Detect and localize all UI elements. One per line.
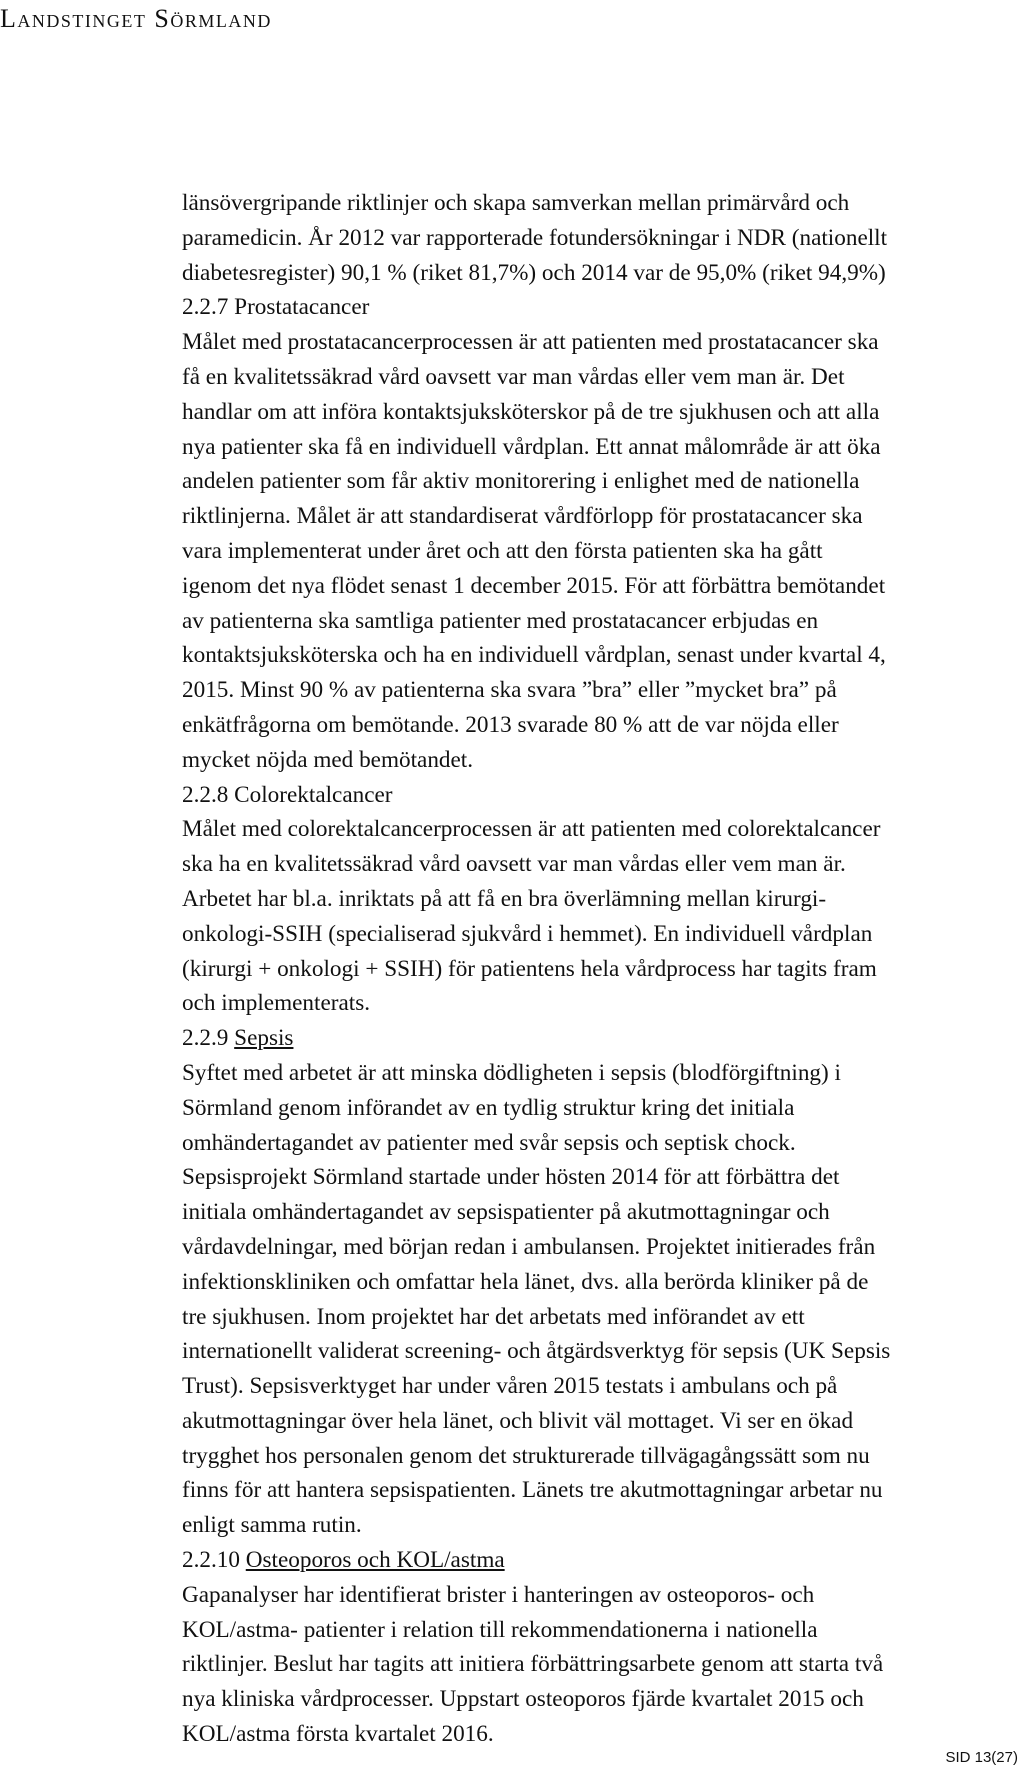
text-line [182,1265,1024,1300]
organization-header: Landstinget Sörmland [0,4,272,33]
line-text: (kirurgi + onkologi + SSIH) för patientens hela vårdprocess har tagits fram [182,955,877,982]
text-line [182,1300,1024,1335]
text-line [182,1056,1024,1091]
text-line [182,1508,1024,1543]
line-text: 2015. Minst 90 % av patienterna ska svara ”bra” eller ”mycket bra” på [182,677,837,704]
line-text: och implementerats. [182,990,371,1017]
text-line [182,186,1024,221]
line-text: Målet med prostatacancerprocessen är att patienten med prostatacancer ska [182,329,879,356]
line-text: trygghet hos personalen genom det strukturerade tillvägagångssätt som nu [182,1442,870,1469]
section-heading-underlined: Osteoporos och KOL/astma [245,1547,505,1574]
text-line [182,1195,1024,1230]
text-line [182,1439,1024,1474]
line-text: finns för att hantera sepsispatienten. Länets tre akutmottagningar arbetar nu [182,1477,883,1504]
line-text: handlar om att införa kontaktsjuksköterskor på de tre sjukhusen och att alla [182,398,880,425]
line-text: enkätfrågorna om bemötande. 2013 svarade 80 % att de var nöjda eller [182,711,839,738]
text-line [182,812,1024,847]
line-text: omhändertagandet av patienter med svår sepsis och septisk chock. [182,1129,796,1156]
line-text: KOL/astma första kvartalet 2016. [182,1721,494,1748]
line-text: nya patienter ska få en individuell vårdplan. Ett annat målområde är att öka [182,433,881,460]
line-text: ska ha en kvalitetssäkrad vård oavsett var man vårdas eller vem man är. [182,851,846,878]
line-text: av patienterna ska samtliga patienter med prostatacancer erbjudas en [182,607,819,634]
line-text: akutmottagningar över hela länet, och blivit väl mottaget. Vi ser en ökad [182,1407,854,1434]
line-text: länsövergripande riktlinjer och skapa samverkan mellan primärvård och [182,190,850,216]
line-text: Gapanalyser har identifierat brister i hanteringen av osteoporos- och [182,1581,815,1608]
text-line [182,290,1024,325]
text-line [182,569,1024,604]
text-line [182,534,1024,569]
text-line [182,604,1024,639]
text-line [182,882,1024,917]
text-line [182,1717,1024,1752]
line-text: vårdavdelningar, med början redan i ambulansen. Projektet initierades från [182,1233,876,1260]
line-text: infektionskliniken och omfattar hela länet, dvs. alla berörda kliniker på de [182,1268,869,1295]
line-text: enligt samma rutin. [182,1512,362,1539]
line-text: initiala omhändertagandet av sepsispatienter på akutmottagningar och [182,1199,830,1226]
line-text: Syftet med arbetet är att minska dödligheten i sepsis (blodförgiftning) i [182,1059,841,1086]
text-line [182,673,1024,708]
text-line [182,1543,1024,1578]
text-line [182,1160,1024,1195]
text-line [182,1021,1024,1056]
line-text: paramedicin. År 2012 var rapporterade fotundersökningar i NDR (nationellt [182,224,888,251]
line-text: 2.2.9 [182,1025,235,1052]
line-text: Arbetet har bl.a. inriktats på att få en bra överlämning mellan kirurgi- [182,885,827,912]
line-text: 2.2.8 Colorektalcancer [182,781,393,808]
line-text: nya kliniska vårdprocesser. Uppstart osteoporos fjärde kvartalet 2015 och [182,1686,864,1713]
line-text: 2.2.10 [182,1547,246,1574]
text-line [182,1404,1024,1439]
text-line [182,1091,1024,1126]
text-line [182,1126,1024,1161]
text-line [182,395,1024,430]
text-line [182,743,1024,778]
text-line [182,847,1024,882]
text-line [182,1647,1024,1682]
line-text: igenom det nya flödet senast 1 december 2015. För att förbättra bemötandet [182,572,886,599]
line-text: internationellt validerat screening- och åtgärdsverktyg för sepsis (UK Sepsis [182,1338,891,1365]
text-line [182,430,1024,465]
text-line [182,464,1024,499]
line-text: tre sjukhusen. Inom projektet har det arbetats med införandet av ett [182,1303,805,1330]
line-text: få en kvalitetssäkrad vård oavsett var man vårdas eller vem man är. Det [182,363,845,390]
page-number: SID 13(27) [945,1749,1018,1766]
line-text: Sörmland genom införandet av en tydlig struktur kring det initiala [182,1094,795,1121]
text-line [182,638,1024,673]
line-text: KOL/astma- patienter i relation till rekommendationerna i nationella [182,1616,818,1643]
text-line [182,952,1024,987]
line-text: vara implementerat under året och att den första patienten ska ha gått [182,537,823,564]
text-line [182,499,1024,534]
text-line [182,778,1024,813]
text-line [182,360,1024,395]
text-line [182,1230,1024,1265]
text-line [182,986,1024,1021]
document-body [182,186,1024,1752]
text-line [182,1334,1024,1369]
text-line [182,1613,1024,1648]
section-heading-underlined: Sepsis [234,1025,294,1052]
text-line [182,221,1024,256]
line-text: diabetesregister) 90,1 % (riket 81,7%) och 2014 var de 95,0% (riket 94,9%) [182,259,886,286]
text-line [182,917,1024,952]
line-text: riktlinjerna. Målet är att standardiserat vårdförlopp för prostatacancer ska [182,503,863,530]
line-text: mycket nöjda med bemötandet. [182,746,474,773]
text-line [182,1473,1024,1508]
line-text: Sepsisprojekt Sörmland startade under hösten 2014 för att förbättra det [182,1164,840,1191]
text-line [182,1369,1024,1404]
text-line [182,1578,1024,1613]
line-text: riktlinjer. Beslut har tagits att initiera förbättringsarbete genom att starta två [182,1651,884,1678]
text-line [182,708,1024,743]
text-line [182,256,1024,291]
line-text: Trust). Sepsisverktyget har under våren 2015 testats i ambulans och på [182,1373,838,1400]
line-text: 2.2.7 Prostatacancer [182,294,370,321]
line-text: Målet med colorektalcancerprocessen är att patienten med colorektalcancer [182,816,881,843]
line-text: kontaktsjuksköterska och ha en individuell vårdplan, senast under kvartal 4, [182,642,886,669]
text-line [182,325,1024,360]
text-line [182,1682,1024,1717]
line-text: onkologi-SSIH (specialiserad sjukvård i hemmet). En individuell vårdplan [182,920,873,947]
line-text: andelen patienter som får aktiv monitorering i enlighet med de nationella [182,468,860,495]
